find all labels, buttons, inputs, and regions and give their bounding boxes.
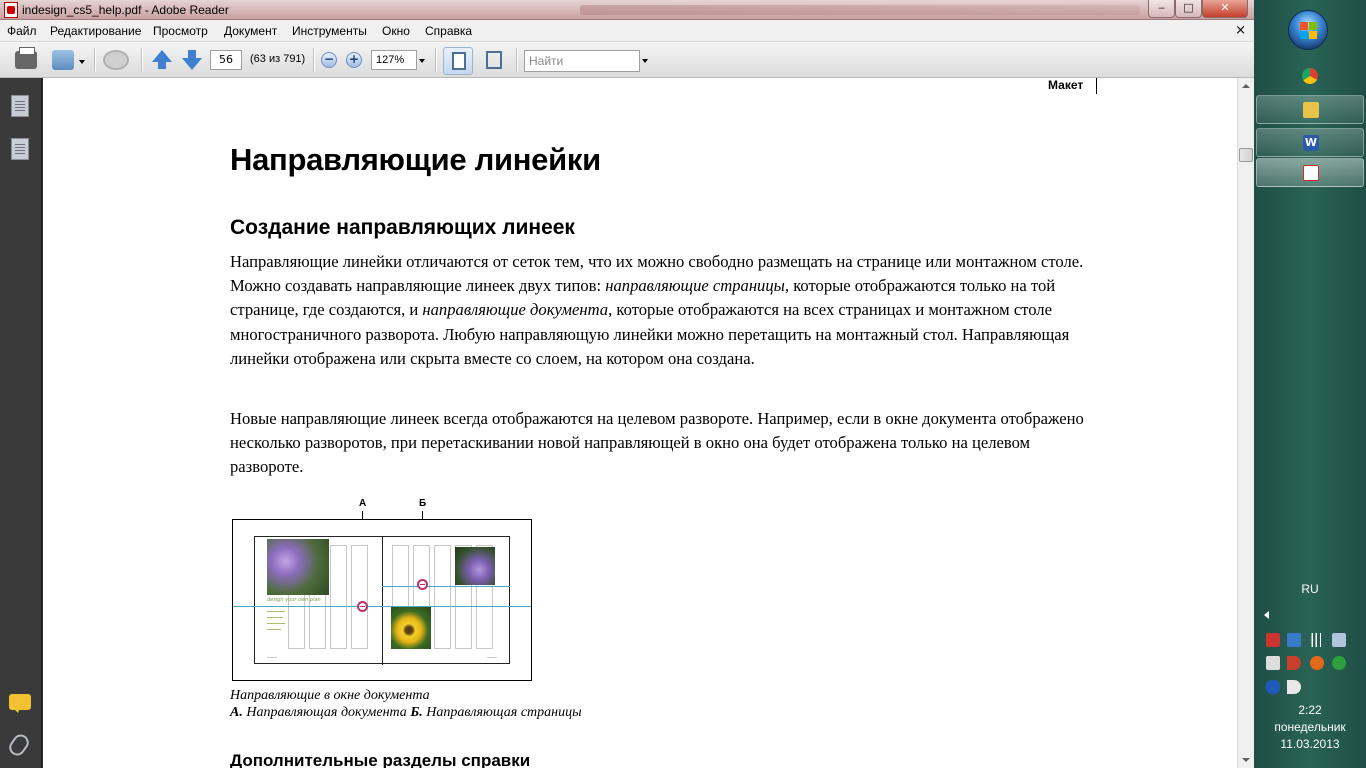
page-title: Направляющие линейки (230, 142, 601, 177)
taskbar-explorer[interactable] (1256, 95, 1364, 124)
fit-page-icon (452, 52, 466, 70)
text-line (267, 623, 285, 624)
find-input[interactable]: Найти (524, 50, 640, 72)
toolbar-separator (435, 48, 436, 72)
navigation-panel (0, 78, 42, 768)
chrome-icon (1302, 68, 1318, 84)
clock-weekday[interactable]: понедельник (1274, 720, 1346, 734)
utorrent-icon[interactable] (1332, 656, 1346, 670)
toolbar-separator (516, 48, 517, 72)
start-button[interactable] (1288, 10, 1328, 50)
figure-label-a: А (359, 498, 367, 509)
menu-file[interactable]: Файл (7, 24, 37, 38)
pdf-app-icon (4, 2, 18, 18)
folio-line (267, 657, 277, 658)
page-guide (382, 586, 510, 587)
spread-spine (382, 537, 383, 665)
page-guide-marker (417, 579, 428, 590)
figure-caption-legend: А. Направляющая документа Б. Направляющая страницы (230, 705, 582, 720)
document-guide-marker (357, 601, 368, 612)
next-page-button[interactable] (181, 50, 203, 70)
device-icon[interactable] (1266, 656, 1280, 670)
menu-bar (0, 20, 1254, 42)
signal-strength-icon[interactable] (1310, 633, 1324, 647)
minimize-button[interactable] (1148, 0, 1175, 18)
taskbar-word[interactable] (1256, 128, 1364, 157)
fit-page-button[interactable] (443, 47, 473, 75)
maximize-icon: □ (1183, 1, 1194, 14)
text-line (267, 617, 283, 618)
guides-figure (232, 519, 532, 681)
windows-logo-icon (1300, 22, 1318, 40)
fit-width-button[interactable] (479, 47, 509, 75)
text-line (267, 629, 281, 630)
fit-width-icon (486, 51, 502, 69)
purple-flowers-photo-small (455, 547, 495, 585)
menu-window[interactable]: Окно (382, 24, 410, 38)
vertical-scrollbar[interactable] (1237, 78, 1254, 768)
maximize-button[interactable] (1175, 0, 1202, 18)
menu-tools[interactable]: Инструменты (292, 24, 367, 38)
tiny-heading: design your own plan (267, 597, 321, 603)
page-number-input[interactable]: 56 (210, 50, 242, 70)
close-document-button[interactable]: × (1235, 23, 1246, 38)
clock-time[interactable]: 2:22 (1298, 703, 1322, 717)
scroll-up-icon[interactable] (1242, 84, 1250, 88)
volume-muted-icon[interactable] (1287, 656, 1301, 670)
toolbar (0, 42, 1254, 78)
menu-document[interactable]: Документ (224, 24, 278, 38)
paragraph-2: Новые направляющие линеек всегда отображаются на целевом развороте. Например, если в окне документа отображено несколько разворотов, при перетаскивании новой направляющей в окно она будет отображена только на целевом развороте. (230, 409, 1084, 477)
share-icon[interactable] (52, 50, 74, 70)
taskbar-adobe-reader[interactable] (1256, 158, 1364, 187)
section-title: Создание направляющих линеек (230, 216, 575, 239)
spread-outline (254, 536, 510, 664)
column-guide (330, 545, 347, 649)
close-icon: ✕ (1220, 1, 1230, 14)
share-dropdown-icon[interactable] (79, 60, 85, 64)
zoom-dropdown-icon[interactable] (419, 59, 425, 63)
blurred-title-text (580, 5, 1140, 15)
menu-edit[interactable]: Редактирование (50, 24, 142, 38)
bluetooth-icon[interactable] (1266, 680, 1280, 694)
comments-icon[interactable] (9, 694, 31, 710)
menu-help[interactable]: Справка (425, 24, 473, 38)
toolbar-separator (313, 48, 314, 72)
header-rule (1096, 78, 1097, 94)
related-topics-heading: Дополнительные разделы справки (230, 751, 531, 768)
menu-view[interactable]: Просмотр (153, 24, 208, 38)
folder-icon (1303, 102, 1319, 118)
print-icon[interactable] (15, 51, 37, 69)
figure-label-b: Б (419, 498, 427, 509)
purple-flowers-photo (267, 539, 329, 595)
zoom-in-button[interactable]: + (346, 52, 362, 68)
zoom-out-button[interactable]: − (321, 52, 337, 68)
document-view[interactable] (43, 78, 1237, 768)
running-header: Макет (1048, 78, 1084, 92)
comment-disabled-icon (103, 50, 129, 70)
window-title: indesign_cs5_help.pdf - Adobe Reader (22, 3, 229, 17)
taskbar-chrome[interactable] (1256, 62, 1364, 91)
find-dropdown-icon[interactable] (642, 59, 648, 63)
column-guide (434, 545, 451, 649)
zoom-value-field[interactable]: 127% (371, 50, 417, 70)
avast-icon[interactable] (1310, 656, 1324, 670)
speaker-icon[interactable] (1287, 680, 1301, 694)
language-indicator[interactable]: RU (1301, 582, 1319, 596)
close-button[interactable] (1202, 0, 1248, 18)
column-guide (351, 545, 368, 649)
attachments-icon[interactable] (6, 731, 32, 758)
folio-line (487, 657, 497, 658)
word-icon: W (1304, 136, 1318, 149)
scroll-down-icon[interactable] (1242, 758, 1250, 762)
paragraph-1: Направляющие линейки отличаются от сеток тем, что их можно свободно размещать на странице или монтажном столе. Можно создавать направляющие линеек двух типов: направляющие страницы, которые отображаются только на той странице, где создаются, и направляющие документа, которые отображаются на всех страницах и монтажном столе многостраничного разворота. Любую направляющую линейки можно перетащить на монтажный стол. Направляющая линейки отображена или скрыта вместе со слоем, на котором она создана. (230, 252, 1084, 368)
toolbar-separator (94, 48, 95, 72)
scroll-thumb[interactable] (1239, 148, 1253, 162)
figure-caption-title: Направляющие в окне документа (230, 688, 430, 703)
window-title-bar[interactable] (0, 0, 1254, 20)
pages-icon[interactable] (11, 95, 29, 117)
show-hidden-icons-icon[interactable] (1264, 611, 1269, 619)
arrow-down-icon (182, 58, 202, 70)
toolbar-separator (141, 48, 142, 72)
text-line (267, 611, 285, 612)
pdf-icon (1303, 165, 1319, 181)
network-icon[interactable] (1332, 633, 1346, 647)
network-adapter-icon[interactable] (1287, 633, 1301, 647)
sunflower-photo (391, 607, 431, 649)
windows-taskbar (1254, 0, 1366, 768)
previous-page-button[interactable] (151, 50, 173, 70)
action-center-icon[interactable] (1266, 633, 1280, 647)
page-count: (63 из 791) (250, 53, 306, 65)
clock-date[interactable]: 11.03.2013 (1280, 737, 1340, 751)
document-guide (233, 606, 531, 607)
minimize-icon: ‒ (1158, 1, 1165, 14)
bookmarks-icon[interactable] (11, 138, 29, 160)
